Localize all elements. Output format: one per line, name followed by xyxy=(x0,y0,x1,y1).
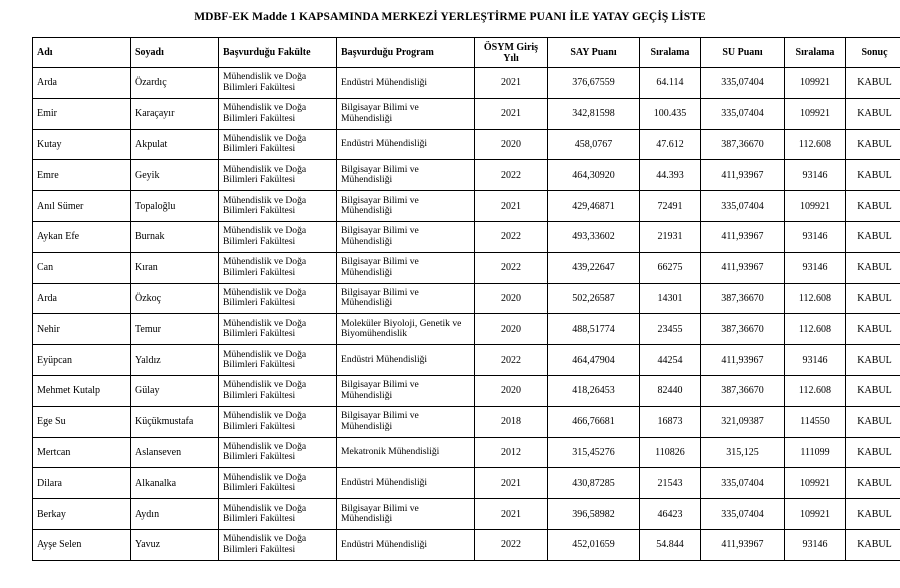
cell-first-name: Eyüpcan xyxy=(33,345,131,376)
cell-say-rank: 82440 xyxy=(640,375,701,406)
cell-su-score: 387,36670 xyxy=(701,375,785,406)
cell-faculty: Mühendislik ve Doğa Bilimleri Fakültesi xyxy=(219,68,337,99)
cell-entry-year: 2020 xyxy=(475,375,548,406)
cell-faculty: Mühendislik ve Doğa Bilimleri Fakültesi xyxy=(219,468,337,499)
cell-program: Bilgisayar Bilimi ve Mühendisliği xyxy=(337,283,475,314)
cell-su-rank: 109921 xyxy=(785,499,846,530)
cell-su-score: 411,93967 xyxy=(701,529,785,560)
cell-entry-year: 2022 xyxy=(475,252,548,283)
cell-program: Bilgisayar Bilimi ve Mühendisliği xyxy=(337,252,475,283)
cell-say-score: 502,26587 xyxy=(548,283,640,314)
table-row xyxy=(33,345,900,376)
cell-first-name: Emir xyxy=(33,98,131,129)
cell-result: KABUL xyxy=(846,499,900,530)
table-row xyxy=(33,252,900,283)
cell-result: KABUL xyxy=(846,129,900,160)
header-first-name: Adı xyxy=(33,38,131,68)
cell-su-score: 387,36670 xyxy=(701,283,785,314)
cell-program: Bilgisayar Bilimi ve Mühendisliği xyxy=(337,221,475,252)
cell-entry-year: 2021 xyxy=(475,499,548,530)
cell-su-score: 387,36670 xyxy=(701,314,785,345)
cell-program: Endüstri Mühendisliği xyxy=(337,345,475,376)
cell-entry-year: 2021 xyxy=(475,68,548,99)
cell-faculty: Mühendislik ve Doğa Bilimleri Fakültesi xyxy=(219,499,337,530)
cell-say-score: 488,51774 xyxy=(548,314,640,345)
cell-result: KABUL xyxy=(846,406,900,437)
cell-first-name: Aykan Efe xyxy=(33,221,131,252)
cell-last-name: Karaçayır xyxy=(131,98,219,129)
cell-say-rank: 44254 xyxy=(640,345,701,376)
cell-result: KABUL xyxy=(846,345,900,376)
cell-entry-year: 2021 xyxy=(475,468,548,499)
cell-last-name: Aydın xyxy=(131,499,219,530)
cell-first-name: Ayşe Selen xyxy=(33,529,131,560)
cell-say-rank: 54.844 xyxy=(640,529,701,560)
cell-su-score: 387,36670 xyxy=(701,129,785,160)
cell-su-rank: 93146 xyxy=(785,529,846,560)
cell-su-rank: 109921 xyxy=(785,98,846,129)
cell-last-name: Geyik xyxy=(131,160,219,191)
cell-last-name: Topaloğlu xyxy=(131,191,219,222)
header-entry-year: ÖSYM Giriş Yılı xyxy=(475,38,548,68)
cell-say-score: 464,47904 xyxy=(548,345,640,376)
cell-su-score: 335,07404 xyxy=(701,191,785,222)
cell-first-name: Emre xyxy=(33,160,131,191)
cell-say-score: 376,67559 xyxy=(548,68,640,99)
table-row xyxy=(33,160,900,191)
cell-say-score: 466,76681 xyxy=(548,406,640,437)
cell-faculty: Mühendislik ve Doğa Bilimleri Fakültesi xyxy=(219,221,337,252)
cell-su-score: 411,93967 xyxy=(701,252,785,283)
cell-last-name: Yavuz xyxy=(131,529,219,560)
cell-entry-year: 2022 xyxy=(475,345,548,376)
cell-say-score: 464,30920 xyxy=(548,160,640,191)
header-su-score: SU Puanı xyxy=(701,38,785,68)
cell-say-score: 429,46871 xyxy=(548,191,640,222)
cell-su-rank: 112.608 xyxy=(785,314,846,345)
cell-say-score: 418,26453 xyxy=(548,375,640,406)
cell-last-name: Yaldız xyxy=(131,345,219,376)
cell-first-name: Anıl Sümer xyxy=(33,191,131,222)
table-row xyxy=(33,283,900,314)
cell-last-name: Akpulat xyxy=(131,129,219,160)
cell-result: KABUL xyxy=(846,437,900,468)
cell-faculty: Mühendislik ve Doğa Bilimleri Fakültesi xyxy=(219,314,337,345)
cell-say-rank: 47.612 xyxy=(640,129,701,160)
cell-say-score: 452,01659 xyxy=(548,529,640,560)
cell-su-rank: 93146 xyxy=(785,345,846,376)
cell-first-name: Ege Su xyxy=(33,406,131,437)
cell-program: Bilgisayar Bilimi ve Mühendisliği xyxy=(337,98,475,129)
cell-result: KABUL xyxy=(846,221,900,252)
cell-su-score: 411,93967 xyxy=(701,221,785,252)
cell-faculty: Mühendislik ve Doğa Bilimleri Fakültesi xyxy=(219,160,337,191)
cell-program: Bilgisayar Bilimi ve Mühendisliği xyxy=(337,191,475,222)
cell-say-score: 315,45276 xyxy=(548,437,640,468)
cell-faculty: Mühendislik ve Doğa Bilimleri Fakültesi xyxy=(219,129,337,160)
cell-result: KABUL xyxy=(846,160,900,191)
cell-first-name: Arda xyxy=(33,283,131,314)
cell-result: KABUL xyxy=(846,283,900,314)
cell-su-rank: 93146 xyxy=(785,221,846,252)
cell-say-rank: 72491 xyxy=(640,191,701,222)
cell-entry-year: 2022 xyxy=(475,529,548,560)
cell-program: Moleküler Biyoloji, Genetik ve Biyomühendislik xyxy=(337,314,475,345)
table-row xyxy=(33,98,900,129)
cell-faculty: Mühendislik ve Doğa Bilimleri Fakültesi xyxy=(219,345,337,376)
cell-say-rank: 110826 xyxy=(640,437,701,468)
cell-program: Endüstri Mühendisliği xyxy=(337,129,475,160)
cell-su-rank: 112.608 xyxy=(785,129,846,160)
table-row xyxy=(33,375,900,406)
cell-faculty: Mühendislik ve Doğa Bilimleri Fakültesi xyxy=(219,529,337,560)
header-say-rank: Sıralama xyxy=(640,38,701,68)
cell-entry-year: 2012 xyxy=(475,437,548,468)
cell-first-name: Dilara xyxy=(33,468,131,499)
header-program: Başvurduğu Program xyxy=(337,38,475,68)
cell-say-rank: 46423 xyxy=(640,499,701,530)
cell-faculty: Mühendislik ve Doğa Bilimleri Fakültesi xyxy=(219,283,337,314)
cell-first-name: Can xyxy=(33,252,131,283)
cell-result: KABUL xyxy=(846,375,900,406)
cell-program: Mekatronik Mühendisliği xyxy=(337,437,475,468)
cell-last-name: Küçükmustafa xyxy=(131,406,219,437)
cell-faculty: Mühendislik ve Doğa Bilimleri Fakültesi xyxy=(219,406,337,437)
cell-say-score: 396,58982 xyxy=(548,499,640,530)
page-title: MDBF-EK Madde 1 KAPSAMINDA MERKEZİ YERLEŞTİRME PUANI İLE YATAY GEÇİŞ LİSTE xyxy=(194,11,706,23)
cell-entry-year: 2022 xyxy=(475,221,548,252)
table-row xyxy=(33,221,900,252)
cell-say-score: 458,0767 xyxy=(548,129,640,160)
header-result: Sonuç xyxy=(846,38,900,68)
cell-say-rank: 66275 xyxy=(640,252,701,283)
table-row xyxy=(33,191,900,222)
cell-entry-year: 2021 xyxy=(475,98,548,129)
cell-first-name: Kutay xyxy=(33,129,131,160)
table-row xyxy=(33,129,900,160)
cell-result: KABUL xyxy=(846,98,900,129)
cell-entry-year: 2020 xyxy=(475,314,548,345)
cell-result: KABUL xyxy=(846,468,900,499)
cell-last-name: Temur xyxy=(131,314,219,345)
cell-program: Bilgisayar Bilimi ve Mühendisliği xyxy=(337,406,475,437)
header-faculty: Başvurduğu Fakülte xyxy=(219,38,337,68)
cell-faculty: Mühendislik ve Doğa Bilimleri Fakültesi xyxy=(219,191,337,222)
cell-say-rank: 14301 xyxy=(640,283,701,314)
table-row xyxy=(33,499,900,530)
cell-last-name: Aslanseven xyxy=(131,437,219,468)
table-row xyxy=(33,406,900,437)
cell-last-name: Burnak xyxy=(131,221,219,252)
cell-faculty: Mühendislik ve Doğa Bilimleri Fakültesi xyxy=(219,375,337,406)
cell-last-name: Kıran xyxy=(131,252,219,283)
table-row xyxy=(33,68,900,99)
cell-say-score: 493,33602 xyxy=(548,221,640,252)
cell-su-score: 335,07404 xyxy=(701,98,785,129)
cell-result: KABUL xyxy=(846,191,900,222)
cell-su-score: 335,07404 xyxy=(701,499,785,530)
cell-entry-year: 2018 xyxy=(475,406,548,437)
cell-say-rank: 21543 xyxy=(640,468,701,499)
cell-say-score: 439,22647 xyxy=(548,252,640,283)
transfer-list-table xyxy=(32,37,900,561)
cell-entry-year: 2020 xyxy=(475,129,548,160)
table-row xyxy=(33,529,900,560)
cell-say-rank: 64.114 xyxy=(640,68,701,99)
cell-entry-year: 2021 xyxy=(475,191,548,222)
cell-su-score: 335,07404 xyxy=(701,468,785,499)
cell-program: Bilgisayar Bilimi ve Mühendisliği xyxy=(337,375,475,406)
cell-first-name: Mehmet Kutalp xyxy=(33,375,131,406)
cell-su-rank: 93146 xyxy=(785,160,846,191)
table-row xyxy=(33,437,900,468)
cell-last-name: Gülay xyxy=(131,375,219,406)
cell-first-name: Arda xyxy=(33,68,131,99)
cell-say-score: 342,81598 xyxy=(548,98,640,129)
cell-su-score: 315,125 xyxy=(701,437,785,468)
cell-su-score: 411,93967 xyxy=(701,160,785,191)
cell-faculty: Mühendislik ve Doğa Bilimleri Fakültesi xyxy=(219,252,337,283)
cell-result: KABUL xyxy=(846,529,900,560)
cell-su-rank: 109921 xyxy=(785,191,846,222)
cell-last-name: Özardıç xyxy=(131,68,219,99)
cell-faculty: Mühendislik ve Doğa Bilimleri Fakültesi xyxy=(219,98,337,129)
cell-say-rank: 100.435 xyxy=(640,98,701,129)
cell-result: KABUL xyxy=(846,314,900,345)
cell-program: Bilgisayar Bilimi ve Mühendisliği xyxy=(337,160,475,191)
table-row xyxy=(33,314,900,345)
cell-program: Bilgisayar Bilimi ve Mühendisliği xyxy=(337,499,475,530)
cell-su-rank: 112.608 xyxy=(785,375,846,406)
cell-faculty: Mühendislik ve Doğa Bilimleri Fakültesi xyxy=(219,437,337,468)
cell-first-name: Nehir xyxy=(33,314,131,345)
cell-program: Endüstri Mühendisliği xyxy=(337,468,475,499)
cell-result: KABUL xyxy=(846,252,900,283)
cell-su-score: 411,93967 xyxy=(701,345,785,376)
cell-say-rank: 44.393 xyxy=(640,160,701,191)
cell-su-rank: 93146 xyxy=(785,252,846,283)
header-last-name: Soyadı xyxy=(131,38,219,68)
cell-su-score: 335,07404 xyxy=(701,68,785,99)
cell-say-rank: 23455 xyxy=(640,314,701,345)
header-say-score: SAY Puanı xyxy=(548,38,640,68)
cell-first-name: Mertcan xyxy=(33,437,131,468)
cell-say-rank: 16873 xyxy=(640,406,701,437)
cell-entry-year: 2022 xyxy=(475,160,548,191)
table-row xyxy=(33,468,900,499)
table-header-row xyxy=(33,38,900,68)
cell-last-name: Özkoç xyxy=(131,283,219,314)
cell-say-score: 430,87285 xyxy=(548,468,640,499)
cell-program: Endüstri Mühendisliği xyxy=(337,529,475,560)
cell-su-rank: 109921 xyxy=(785,468,846,499)
cell-program: Endüstri Mühendisliği xyxy=(337,68,475,99)
cell-entry-year: 2020 xyxy=(475,283,548,314)
cell-su-rank: 109921 xyxy=(785,68,846,99)
header-su-rank: Sıralama xyxy=(785,38,846,68)
cell-last-name: Alkanalka xyxy=(131,468,219,499)
cell-first-name: Berkay xyxy=(33,499,131,530)
cell-su-score: 321,09387 xyxy=(701,406,785,437)
cell-result: KABUL xyxy=(846,68,900,99)
cell-su-rank: 111099 xyxy=(785,437,846,468)
cell-say-rank: 21931 xyxy=(640,221,701,252)
cell-su-rank: 114550 xyxy=(785,406,846,437)
cell-su-rank: 112.608 xyxy=(785,283,846,314)
